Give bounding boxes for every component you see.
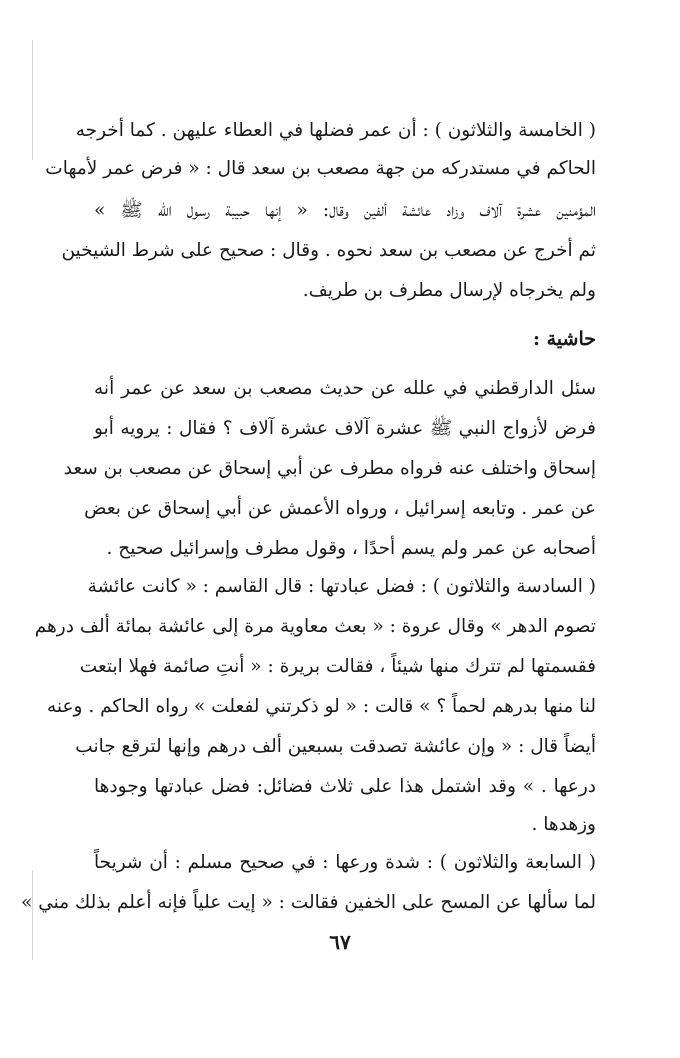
text-line: إسحاق واختلف عنه فرواه مطرف عن أبي إسحاق عن مصعب بن سعد: [63, 458, 596, 479]
text-line: أيضاً قال : « وإن عائشة تصدقت بسبعين ألف درهم وإنها لترقع جانب: [75, 736, 596, 757]
text-line: أصحابه عن عمر ولم يسم أحدًا ، وقول مطرف وإسرائيل صحيح .: [106, 538, 596, 559]
text-line: لنا منها بدرهم لحماً ؟ » قالت : « لو ذكرتني لفعلت » رواه الحاكم . وعنه: [46, 696, 596, 717]
text-line: ( السابعة والثلاثون ) : شدة ورعها : في صحيح مسلم : أن شريحاً: [94, 852, 596, 873]
text-line: ( الخامسة والثلاثون ) : أن عمر فضلها في العطاء عليهن . كما أخرجه: [75, 120, 596, 141]
text-line: الحاكم في مستدركه من جهة مصعب بن سعد قال : « فرض عمر لأمهات: [45, 158, 596, 179]
text-line: ( السادسة والثلاثون ) : فضل عبادتها : قال القاسم : « كانت عائشة: [87, 576, 596, 597]
page-edge-shadow: [32, 40, 33, 160]
text-line: فرض لأزواج النبي ﷺ عشرة آلاف عشرة آلاف ؟ فقال : يرويه أبو: [94, 418, 596, 439]
text-line: ثم أخرج عن مصعب بن سعد نحوه . وقال : صحيح على شرط الشيخين: [61, 240, 596, 261]
text-line: تصوم الدهر » وقال عروة : « بعث معاوية مرة إلى عائشة بمائة ألف درهم: [34, 616, 596, 637]
text-line: المؤمنين عشرة آلاف وزاد عائشة ألفين وقال: « إنها حبيبة رسول الله ﷺ »: [94, 200, 596, 221]
text-line: فقسمتها لم تترك منها شيئاً ، فقالت بريرة : « أنتِ صائمة فهلا ابتعت: [79, 656, 596, 677]
page-number: ٦٧: [329, 930, 351, 954]
text-line: وزهدها .: [531, 814, 596, 835]
text-line: لما سألها عن المسح على الخفين فقالت : « إيت علياً فإنه أعلم بذلك مني »: [21, 892, 596, 913]
section-heading: حاشية :: [532, 328, 596, 350]
text-line: سئل الدارقطني في علله عن حديث مصعب بن سعد عن عمر أنه: [94, 378, 596, 399]
text-line: درعها . » وقد اشتمل هذا على ثلاث فضائل: فضل عبادتها وجودها: [94, 776, 596, 797]
text-line: ولم يخرجاه لإرسال مطرف بن طريف.: [302, 280, 596, 301]
text-line: عن عمر . وتابعه إسرائيل ، ورواه الأعمش عن أبي إسحاق عن بعض: [84, 498, 596, 519]
